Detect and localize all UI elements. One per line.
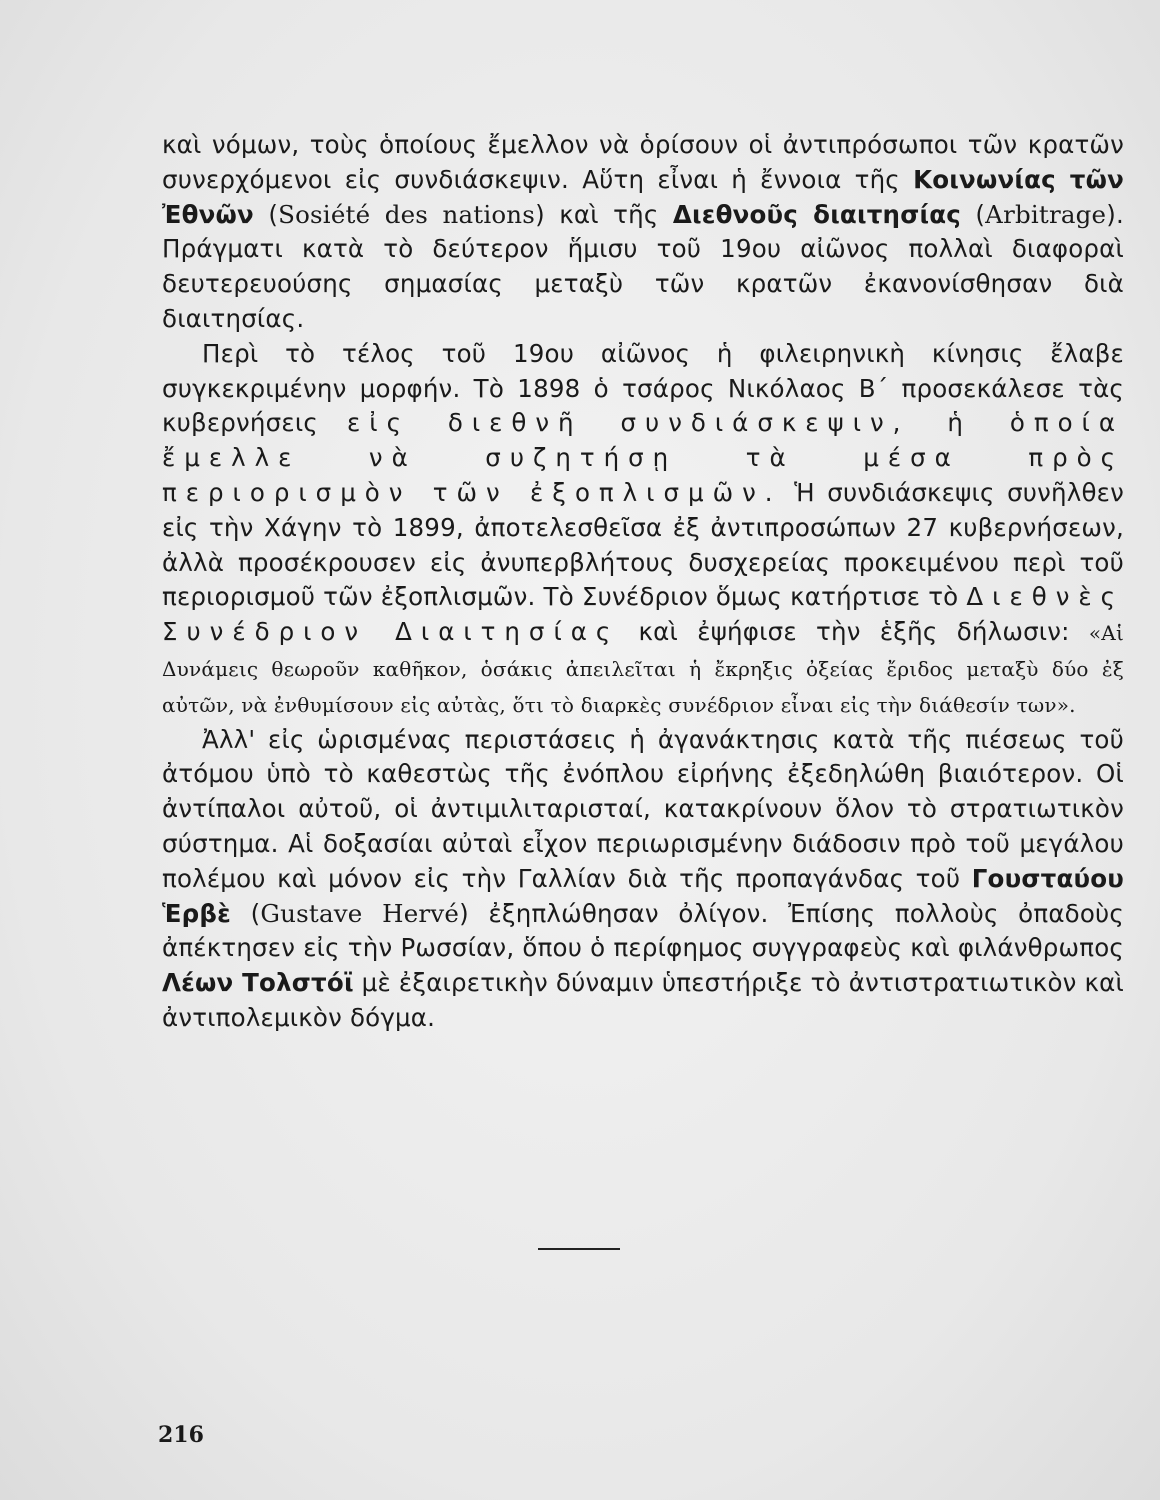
spaced-text: εἰς διεθνῆ συνδιάσκεψιν, ἡ ὁποία ἔμελλε νὰ συζητήσῃ τὰ μέσα πρὸς περιορισμὸν τῶν ἐξοπλισμῶν. — [162, 408, 1124, 507]
latin-term: Gustave Hervé — [260, 898, 460, 928]
bold-term: Διεθνοῦς διαιτησίας — [672, 199, 961, 229]
text-run: ) καὶ τῆς — [535, 199, 673, 229]
body-text — [162, 128, 1124, 1036]
text-run: ). Πράγματι κατὰ τὸ δεύτερον ἥμισυ τοῦ 19ου αἰῶνος πολλαὶ διαφοραὶ δευτερευούσης σημασίας μεταξὺ τῶν κρατῶν ἐκανονίσθησαν διὰ διαιτησίας. — [162, 199, 1124, 333]
text-run: ( — [230, 898, 261, 928]
text-run: ( — [960, 199, 986, 229]
text-run: ) ἐξηπλώθησαν ὀλίγον. Ἐπίσης πολλοὺς ὀπαδοὺς ἀπέκτησεν εἰς τὴν Ρωσσίαν, ὅπου ὁ περίφημος συγγραφεὺς καὶ φιλάνθρωπος — [162, 898, 1125, 963]
text-run: Ἀλλ' εἰς ὡρισμένας περιστάσεις ἡ ἀγανάκτησις κατὰ τῆς πιέσεως τοῦ ἀτόμου ὑπὸ τὸ καθεστὼς τῆς ἐνόπλου εἰρήνης ἐξεδηλώθη βιαιότερον. Οἱ ἀντίπαλοι αὐτοῦ, οἱ ἀντιμιλιταρισταί, κατακρίνουν ὅλον τὸ στρατιωτικὸν σύστημα. Αἱ δοξασίαι αὐταὶ εἶχον περιωρισμένην διάδοσιν πρὸ τοῦ μεγάλου πολέμου καὶ μόνον εἰς τὴν Γαλλίαν διὰ τῆς προπαγάνδας τοῦ — [162, 724, 1124, 893]
latin-term: Sosiété des nations — [278, 199, 536, 229]
text-run: Ἡ συνδιάσκεψις συνῆλθεν εἰς τὴν Χάγην τὸ 1899, ἀποτελεσθεῖσα ἐξ ἀντιπροσώπων 27 κυβερνήσεων, ἀλλὰ προσέκρουσεν εἰς ἀνυπερβλήτους δυσχερείας προκειμένου περὶ τοῦ περιορισμοῦ τῶν ἐξοπλισμῶν. Τὸ Συνέδριον ὅμως κατήρτισε τὸ — [162, 477, 1125, 612]
paragraph — [162, 337, 1124, 723]
paragraph — [162, 723, 1124, 1036]
text-run: καὶ νόμων, τοὺς ὁποίους ἔμελλον νὰ ὁρίσουν οἱ ἀντιπρόσωποι τῶν κρατῶν συνερχόμενοι εἰς συνδιάσκεψιν. Αὕτη εἶναι ἡ ἔννοια τῆς — [162, 130, 1124, 194]
bold-term: Γουσταύου Ἑρβὲ — [162, 863, 1124, 928]
bold-term: Κοινωνίας τῶν Ἐθνῶν — [162, 164, 1124, 229]
spaced-text: Διεθνὲς Συνέδριον Διαιτησίας — [162, 582, 1124, 647]
latin-term: Arbitrage — [985, 199, 1107, 229]
bold-term: Λέων Τολστόϊ — [162, 968, 354, 998]
text-run: Περὶ τὸ τέλος τοῦ 19ου αἰῶνος ἡ φιλειρηνικὴ κίνησις ἔλαβε συγκεκριμένην μορφήν. Τὸ 1898 ὁ τσάρος Νικόλαος Β΄ προσεκάλεσε τὰς κυβερνήσεις — [162, 338, 1124, 438]
text-run: καὶ ἐψήφισε τὴν ἑξῆς δήλωσιν: — [619, 617, 1089, 647]
paragraph — [162, 128, 1124, 337]
text-run: μὲ ἐξαιρετικὴν δύναμιν ὑπεστήριξε τὸ ἀντιστρατιωτικὸν καὶ ἀντιπολεμικὸν δόγμα. — [162, 968, 1124, 1032]
text-run: ( — [253, 199, 279, 229]
page-number: 216 — [158, 1422, 204, 1448]
quotation: «Αἱ Δυνάμεις θεωροῦν καθῆκον, ὁσάκις ἀπειλεῖται ἡ ἔκρηξις ὀξείας ἔριδος μεταξὺ δύο ἐξ αὐτῶν, νὰ ἐνθυμίσουν εἰς αὐτὰς, ὅτι τὸ διαρκὲς συνέδριον εἶναι εἰς τὴν διάθεσίν των». — [162, 621, 1124, 717]
section-divider — [538, 1248, 620, 1250]
